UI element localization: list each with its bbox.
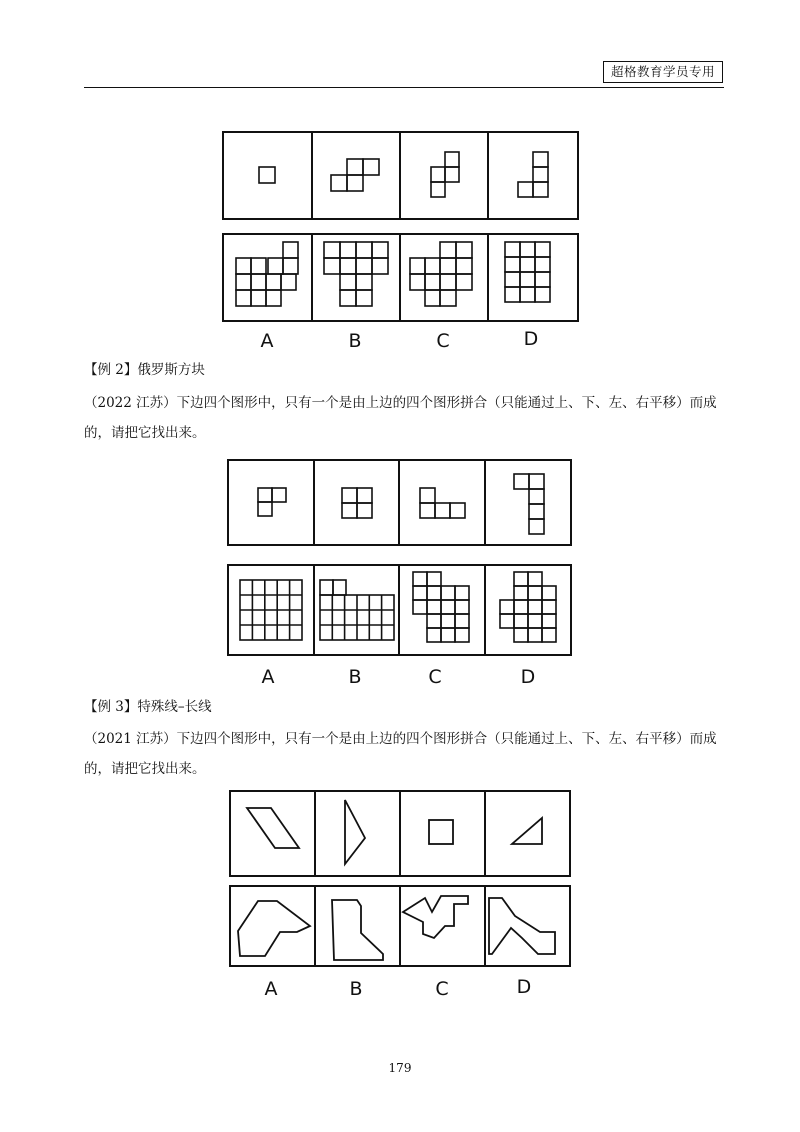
option-label-a: A — [261, 666, 275, 688]
option-label-b: B — [348, 666, 362, 688]
example-3-heading: 【例 3】特殊线–长线 — [84, 699, 212, 715]
piece-o-square — [342, 488, 372, 518]
option-b-shape — [332, 900, 383, 960]
option-c-shape — [403, 896, 468, 938]
option-label-c: C — [428, 666, 442, 688]
option-label-d: D — [520, 666, 536, 688]
header-rule — [84, 87, 724, 88]
option-a-grid — [236, 242, 298, 306]
piece-l-tromino — [258, 488, 286, 516]
piece-l-four — [420, 488, 465, 518]
figure-3-long-lines — [225, 786, 575, 1008]
figure-2-tetris — [220, 455, 580, 690]
option-d-grid — [500, 572, 556, 642]
example-3-question: （2021 江苏）下边四个图形中，只有一个是由上边的四个图形拼合（只能通过上、下、左、右平移）而成 — [84, 731, 717, 747]
piece-vertical-s — [431, 152, 459, 197]
figure-1-puzzle — [200, 128, 600, 353]
option-b-grid — [320, 580, 394, 640]
option-label-c: C — [435, 978, 449, 1000]
piece-j-four — [514, 474, 544, 534]
option-label-a: A — [260, 330, 274, 352]
option-label-b: B — [349, 978, 363, 1000]
option-a-grid — [240, 580, 302, 640]
page-number: 179 — [388, 1061, 412, 1075]
option-d-shape — [489, 898, 555, 954]
option-d-grid — [505, 242, 550, 302]
option-c-grid — [413, 572, 469, 642]
option-b-grid — [324, 242, 388, 306]
option-c-grid — [410, 242, 472, 306]
watermark-badge: 超格教育学员专用 — [603, 61, 723, 83]
example-2-question-cont: 的，请把它找出来。 — [84, 425, 206, 441]
piece-s-shape — [331, 159, 379, 191]
option-a-shape — [238, 901, 310, 956]
piece-j — [518, 152, 548, 197]
shape-parallelogram — [247, 808, 299, 848]
piece-square — [259, 167, 275, 183]
shape-square — [429, 820, 453, 844]
option-label-a: A — [264, 978, 278, 1000]
option-label-c: C — [436, 330, 450, 352]
example-2-heading: 【例 2】俄罗斯方块 — [84, 362, 205, 378]
example-2-question: （2022 江苏）下边四个图形中，只有一个是由上边的四个图形拼合（只能通过上、下、左、右平移）而成 — [84, 395, 717, 411]
option-label-d: D — [523, 328, 539, 350]
shape-tall-triangle — [345, 800, 365, 864]
example-3-question-cont: 的，请把它找出来。 — [84, 761, 206, 777]
option-label-b: B — [348, 330, 362, 352]
option-label-d: D — [516, 976, 532, 998]
shape-small-triangle — [512, 818, 542, 844]
